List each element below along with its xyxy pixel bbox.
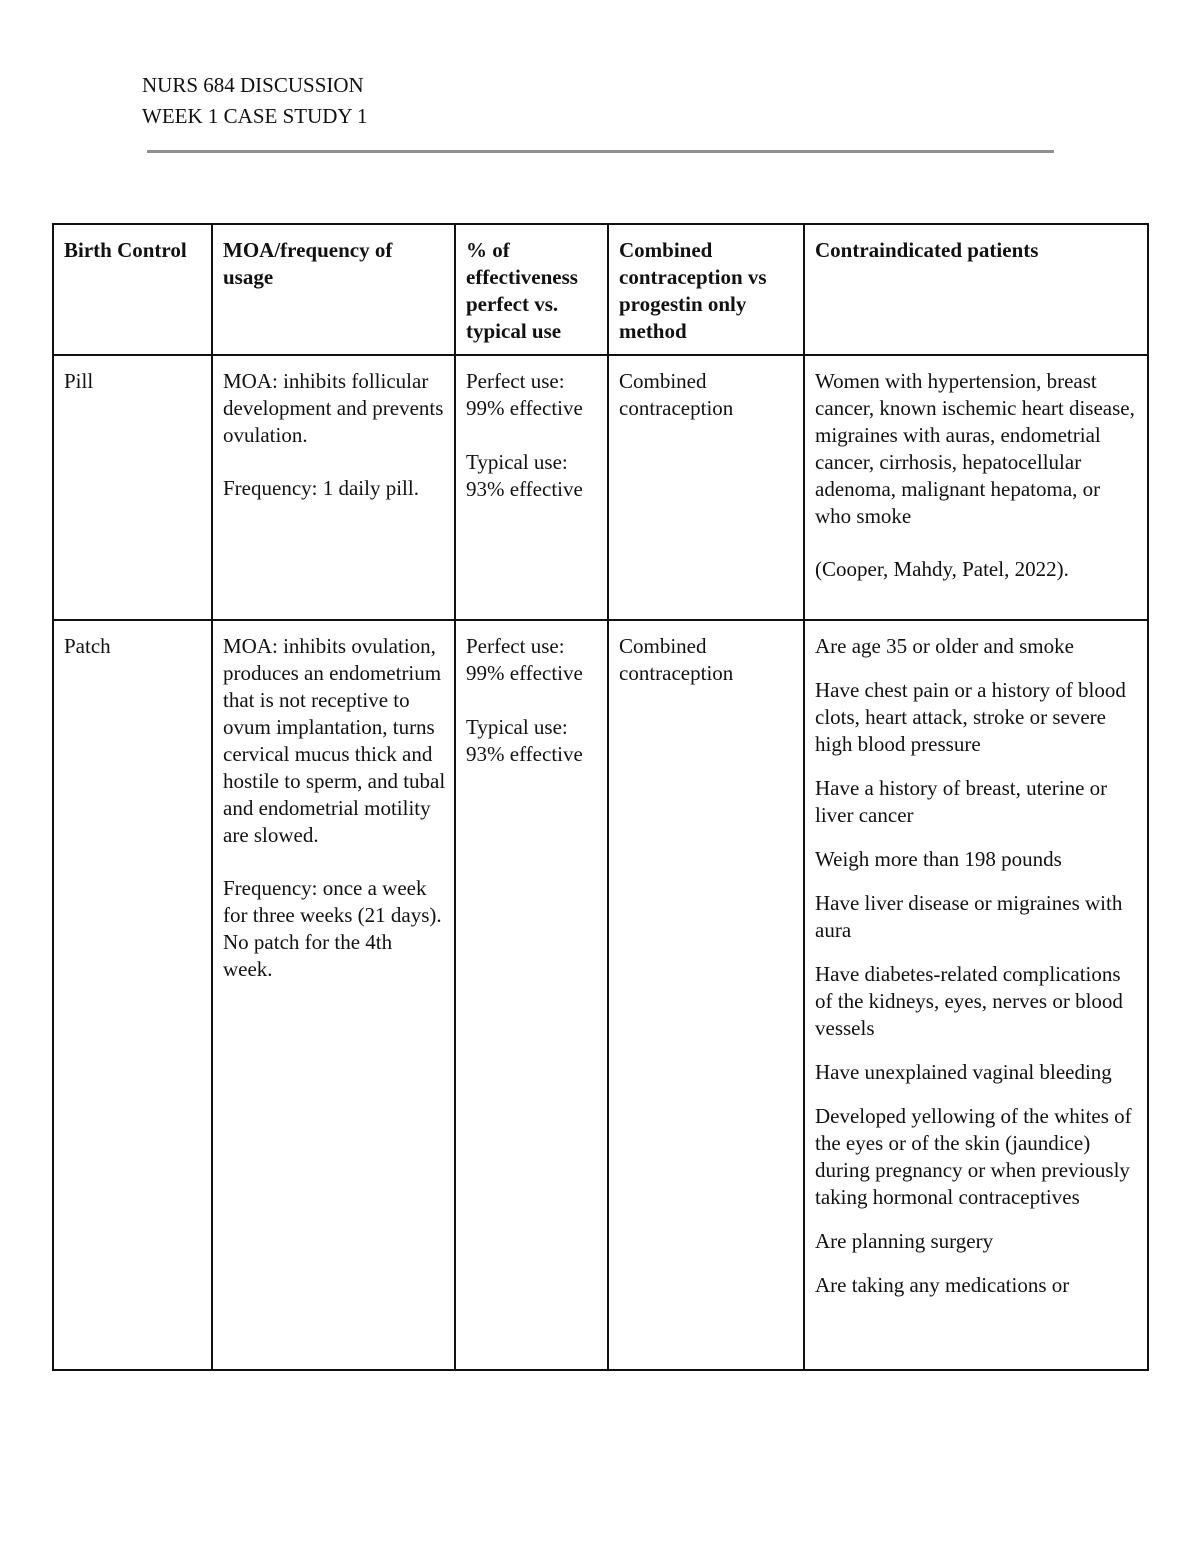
patch-contraindication-item: Have liver disease or migraines with aura xyxy=(815,891,1123,942)
patch-contraindication-item: Developed yellowing of the whites of the eyes or of the skin (jaundice) during pregnancy or when previously taking hormonal contraceptives xyxy=(815,1104,1132,1209)
patch-label: Patch xyxy=(53,620,212,1370)
pill-label: Pill xyxy=(53,355,212,620)
patch-effectiveness-cell xyxy=(455,620,608,1370)
table-row-patch xyxy=(53,620,1148,1370)
header-effectiveness: % of effectiveness perfect vs. typical use xyxy=(455,224,608,355)
patch-moa: MOA: inhibits ovulation, produces an endometrium that is not receptive to ovum implantation, turns cervical mucus thick and hostile to sperm, and tubal and endometrial motility are slowed. xyxy=(223,634,446,847)
table-row-pill xyxy=(53,355,1148,620)
patch-perfect-value: 99% effective xyxy=(466,661,583,685)
pill-contraindications-cell xyxy=(804,355,1148,620)
patch-contraindication-item: Are age 35 or older and smoke xyxy=(815,634,1074,658)
pill-method: Combined contraception xyxy=(608,355,804,620)
pill-perfect-value: 99% effective xyxy=(466,396,583,420)
pill-contraindications: Women with hypertension, breast cancer, known ischemic heart disease, migraines with auras, endometrial cancer, cirrhosis, hepatocellular adenoma, malignant hepatoma, or who smoke xyxy=(815,369,1135,528)
course-title: NURS 684 DISCUSSION xyxy=(142,73,364,97)
patch-method: Combined contraception xyxy=(608,620,804,1370)
header-method-type: Combined contraception vs progestin only method xyxy=(608,224,804,355)
patch-typical-value: 93% effective xyxy=(466,742,583,766)
patch-contraindication-item: Weigh more than 198 pounds xyxy=(815,847,1062,871)
patch-perfect-label: Perfect use: xyxy=(466,634,565,658)
patch-contraindication-item: Have unexplained vaginal bleeding xyxy=(815,1060,1112,1084)
patch-typical-label: Typical use: xyxy=(466,715,568,739)
pill-moa-cell xyxy=(212,355,455,620)
birth-control-table xyxy=(52,223,1149,1371)
pill-effectiveness-cell xyxy=(455,355,608,620)
pill-typical-value: 93% effective xyxy=(466,477,583,501)
patch-contraindication-item: Are taking any medications or xyxy=(815,1273,1070,1297)
pill-citation: (Cooper, Mahdy, Patel, 2022). xyxy=(815,557,1069,581)
pill-perfect-label: Perfect use: xyxy=(466,369,565,393)
patch-moa-cell xyxy=(212,620,455,1370)
patch-contraindications-cell xyxy=(804,620,1148,1370)
header-divider xyxy=(147,150,1054,153)
patch-contraindication-item: Have chest pain or a history of blood clots, heart attack, stroke or severe high blood pressure xyxy=(815,678,1126,756)
header-contraindications: Contraindicated patients xyxy=(804,224,1148,355)
assignment-title: WEEK 1 CASE STUDY 1 xyxy=(142,104,368,128)
header-moa-frequency: MOA/frequency of usage xyxy=(212,224,455,355)
patch-frequency: Frequency: once a week for three weeks (21 days). No patch for the 4th week. xyxy=(223,876,442,981)
patch-contraindication-item: Have a history of breast, uterine or liver cancer xyxy=(815,776,1108,827)
pill-moa: MOA: inhibits follicular development and prevents ovulation. xyxy=(223,369,444,447)
pill-typical-label: Typical use: xyxy=(466,450,568,474)
pill-frequency: Frequency: 1 daily pill. xyxy=(223,476,419,500)
header-birth-control: Birth Control xyxy=(53,224,212,355)
table-header-row xyxy=(53,224,1148,355)
document-header xyxy=(142,70,368,132)
patch-contraindication-item: Are planning surgery xyxy=(815,1229,994,1253)
patch-contraindication-item: Have diabetes-related complications of the kidneys, eyes, nerves or blood vessels xyxy=(815,962,1123,1040)
